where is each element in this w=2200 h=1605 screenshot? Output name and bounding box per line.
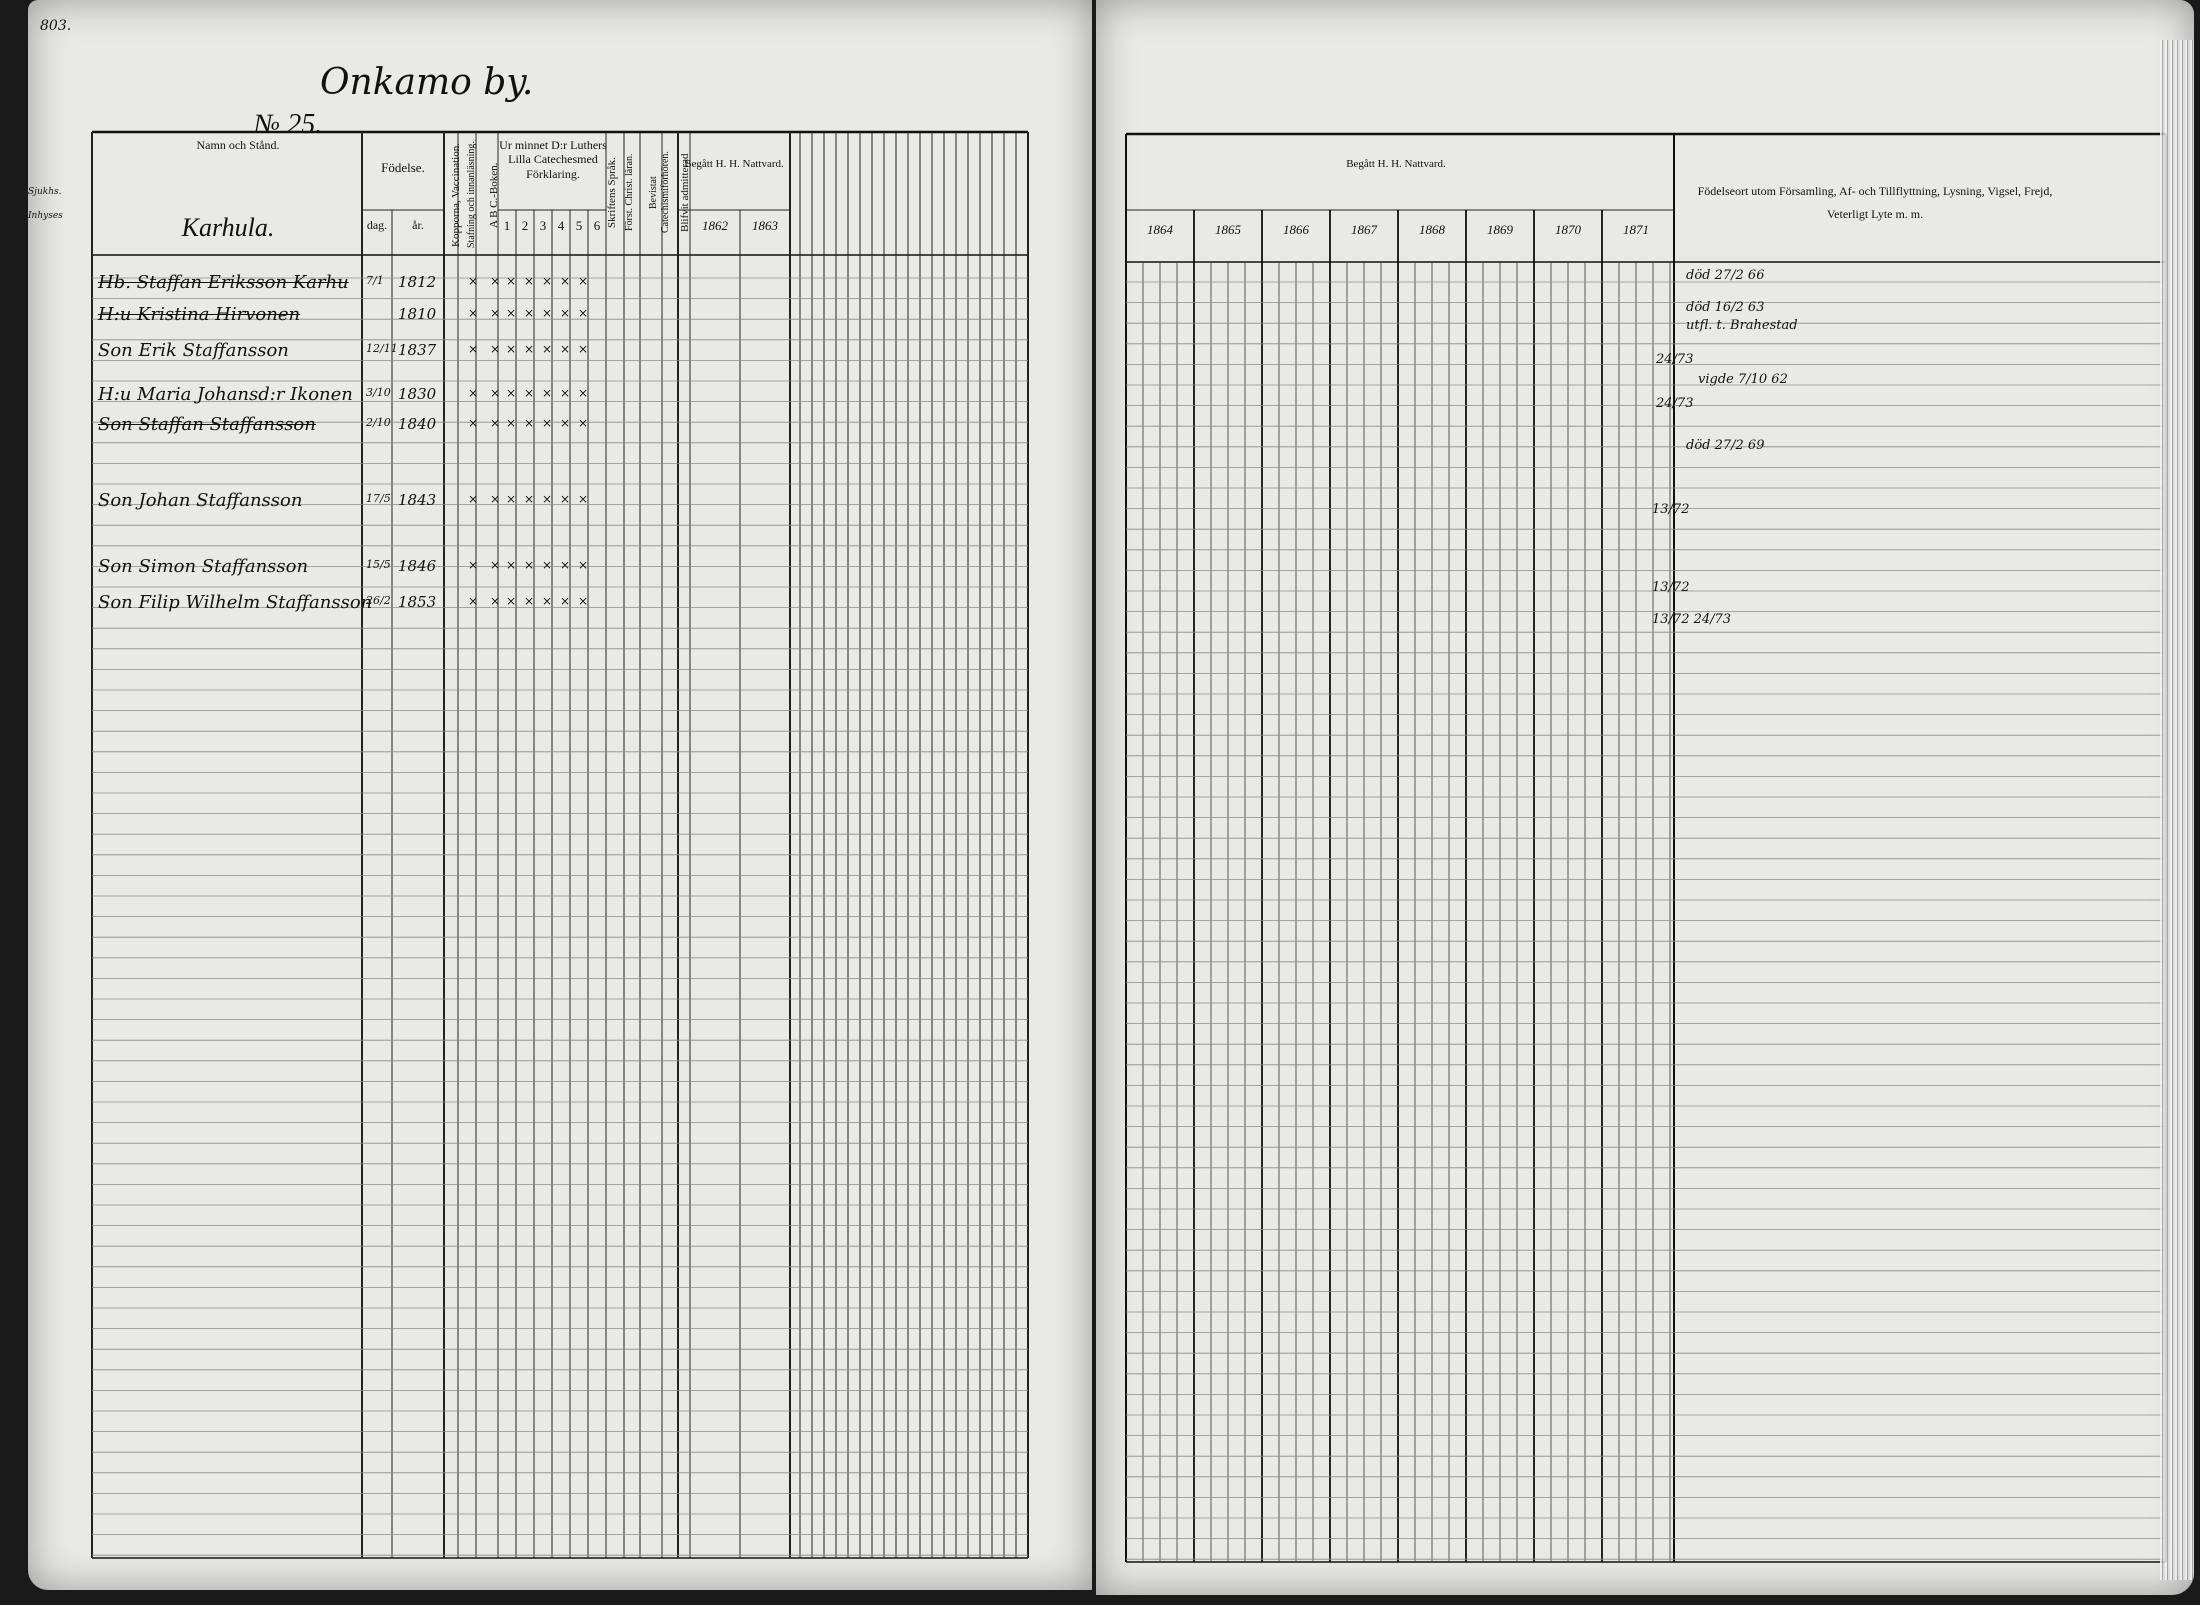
- remark-note: död 27/2 66: [1686, 268, 1765, 283]
- check-mark: ×: [468, 558, 479, 572]
- check-mark: ×: [490, 558, 501, 572]
- check-mark: ×: [578, 386, 589, 400]
- birth-year-header: år.: [412, 218, 424, 232]
- person-name: Son Erik Staffansson: [98, 340, 289, 361]
- remark-note: vigde 7/10 62: [1698, 372, 1788, 387]
- birth-day: 12/11: [366, 342, 398, 355]
- check-mark: ×: [560, 274, 571, 288]
- catechism-col-1: 1: [503, 218, 511, 233]
- communion-header-right: Begått H. H. Nattvard.: [1346, 158, 1446, 170]
- person-name: Son Filip Wilhelm Staffansson: [98, 592, 373, 613]
- page-edge: [2160, 40, 2194, 1580]
- check-mark: ×: [524, 558, 535, 572]
- stafning-header: Stafning och innanläsning.: [466, 141, 477, 249]
- check-mark: ×: [524, 342, 535, 356]
- year-1867: 1867: [1351, 222, 1377, 237]
- year-1869: 1869: [1487, 222, 1513, 237]
- remarks-header: Födelseort utom Församling, Af- och Tillflyttning, Lysning, Vigsel, Frejd, Veterligt Lyte m. m.: [1697, 184, 2053, 221]
- remark-note: 24/73: [1656, 352, 1694, 367]
- check-mark: ×: [542, 386, 553, 400]
- check-mark: ×: [560, 386, 571, 400]
- person-name: Son Johan Staffansson: [98, 490, 303, 511]
- remark-note: 13/72: [1652, 580, 1690, 595]
- check-mark: ×: [506, 594, 517, 608]
- person-name: H:u Maria Johansd:r Ikonen: [98, 384, 353, 405]
- check-mark: ×: [506, 386, 517, 400]
- check-mark: ×: [468, 492, 479, 506]
- check-mark: ×: [560, 594, 571, 608]
- check-mark: ×: [524, 416, 535, 430]
- check-mark: ×: [578, 342, 589, 356]
- check-mark: ×: [542, 274, 553, 288]
- right-page: [1096, 0, 2194, 1595]
- check-mark: ×: [506, 342, 517, 356]
- check-mark: ×: [490, 274, 501, 288]
- check-mark: ×: [578, 594, 589, 608]
- birth-year: 1846: [398, 557, 437, 575]
- year-1865: 1865: [1215, 222, 1241, 237]
- bevistat-header: Bevistat Catechismiförhören.: [648, 151, 671, 234]
- birth-year: 1840: [398, 415, 437, 433]
- check-mark: ×: [490, 342, 501, 356]
- check-mark: ×: [578, 306, 589, 320]
- check-mark: ×: [524, 492, 535, 506]
- check-mark: ×: [506, 492, 517, 506]
- check-mark: ×: [542, 306, 553, 320]
- check-mark: ×: [560, 558, 571, 572]
- check-mark: ×: [578, 274, 589, 288]
- check-mark: ×: [468, 416, 479, 430]
- vaccination-header: Kopporna, Vaccination.: [450, 143, 462, 247]
- check-mark: ×: [560, 306, 571, 320]
- check-mark: ×: [542, 594, 553, 608]
- check-mark: ×: [542, 342, 553, 356]
- birth-day: 2/10: [366, 416, 391, 429]
- check-mark: ×: [490, 306, 501, 320]
- check-mark: ×: [490, 386, 501, 400]
- admitted-header: Blifvit admitterad: [679, 153, 691, 232]
- check-mark: ×: [524, 274, 535, 288]
- check-mark: ×: [560, 342, 571, 356]
- remark-note: död 16/2 63: [1686, 300, 1765, 315]
- check-mark: ×: [490, 416, 501, 430]
- birth-day: 15/5: [366, 558, 391, 571]
- communion-header-left: Begått H. H. Nattvard.: [684, 158, 784, 170]
- page-number: 803.: [40, 18, 72, 34]
- check-mark: ×: [468, 274, 479, 288]
- catechism-col-4: 4: [557, 218, 565, 233]
- check-mark: ×: [542, 492, 553, 506]
- remark-note: död 27/2 69: [1686, 438, 1765, 453]
- check-mark: ×: [560, 492, 571, 506]
- birth-day-header: dag.: [366, 218, 388, 232]
- year-1862: 1862: [702, 218, 728, 233]
- check-mark: ×: [524, 594, 535, 608]
- year-1868: 1868: [1419, 222, 1445, 237]
- birth-year: 1810: [398, 305, 437, 323]
- birth-day: 3/10: [366, 386, 391, 399]
- check-mark: ×: [490, 594, 501, 608]
- check-mark: ×: [578, 416, 589, 430]
- catechism-col-6: 6: [593, 218, 601, 233]
- check-mark: ×: [506, 274, 517, 288]
- remark-note: 13/72: [1652, 502, 1690, 517]
- check-mark: ×: [468, 594, 479, 608]
- check-mark: ×: [490, 492, 501, 506]
- year-1864: 1864: [1147, 222, 1173, 237]
- name-header: Namn och Stånd.: [196, 138, 280, 152]
- check-mark: ×: [468, 386, 479, 400]
- birth-year: 1830: [398, 385, 437, 403]
- birth-day: 17/5: [366, 492, 391, 505]
- birth-year: 1853: [398, 593, 437, 611]
- remark-note: 13/72 24/73: [1652, 612, 1732, 627]
- check-mark: ×: [506, 558, 517, 572]
- person-name: Hb. Staffan Eriksson Karhu: [98, 272, 349, 293]
- person-name: Son Staffan Staffansson: [98, 414, 316, 435]
- birth-year: 1837: [398, 341, 437, 359]
- check-mark: ×: [524, 386, 535, 400]
- remark-note: 24/73: [1656, 396, 1694, 411]
- birth-year: 1843: [398, 491, 437, 509]
- birth-day: 7/1: [366, 274, 384, 287]
- check-mark: ×: [542, 558, 553, 572]
- catechism-col-3: 3: [539, 218, 547, 233]
- check-mark: ×: [578, 492, 589, 506]
- year-1871: 1871: [1623, 222, 1649, 237]
- farm-name: Karhula.: [181, 213, 275, 242]
- catechism-header: Ur minnet D:r Luthers Lilla Catechesmed Förklaring.: [499, 138, 607, 181]
- check-mark: ×: [560, 416, 571, 430]
- person-name: H:u Kristina Hirvonen: [98, 304, 301, 325]
- birth-day: 26/2: [366, 594, 391, 607]
- skriftens-header: Skriftens Språk.: [606, 157, 618, 228]
- catechism-col-5: 5: [575, 218, 583, 233]
- margin-note: Sjukhs. Inhyses: [28, 187, 63, 221]
- household-number: № 25.: [253, 109, 323, 140]
- right-ledger-grid: [1096, 0, 2194, 1595]
- check-mark: ×: [524, 306, 535, 320]
- check-mark: ×: [542, 416, 553, 430]
- village-title: Onkamo by.: [320, 62, 534, 103]
- forst-header: Först. Christ. läran.: [624, 153, 635, 232]
- check-mark: ×: [468, 306, 479, 320]
- check-mark: ×: [506, 416, 517, 430]
- year-1870: 1870: [1555, 222, 1581, 237]
- left-page: [28, 0, 1092, 1590]
- check-mark: ×: [506, 306, 517, 320]
- year-1863: 1863: [752, 218, 778, 233]
- birth-header: Födelse.: [381, 160, 425, 175]
- check-mark: ×: [578, 558, 589, 572]
- year-1866: 1866: [1283, 222, 1309, 237]
- check-mark: ×: [468, 342, 479, 356]
- person-name: Son Simon Staffansson: [98, 556, 309, 577]
- abc-header: A B C.-Boken.: [488, 162, 500, 228]
- catechism-col-2: 2: [521, 218, 529, 233]
- birth-year: 1812: [398, 273, 437, 291]
- remark-note: utfl. t. Brahestad: [1686, 318, 1798, 333]
